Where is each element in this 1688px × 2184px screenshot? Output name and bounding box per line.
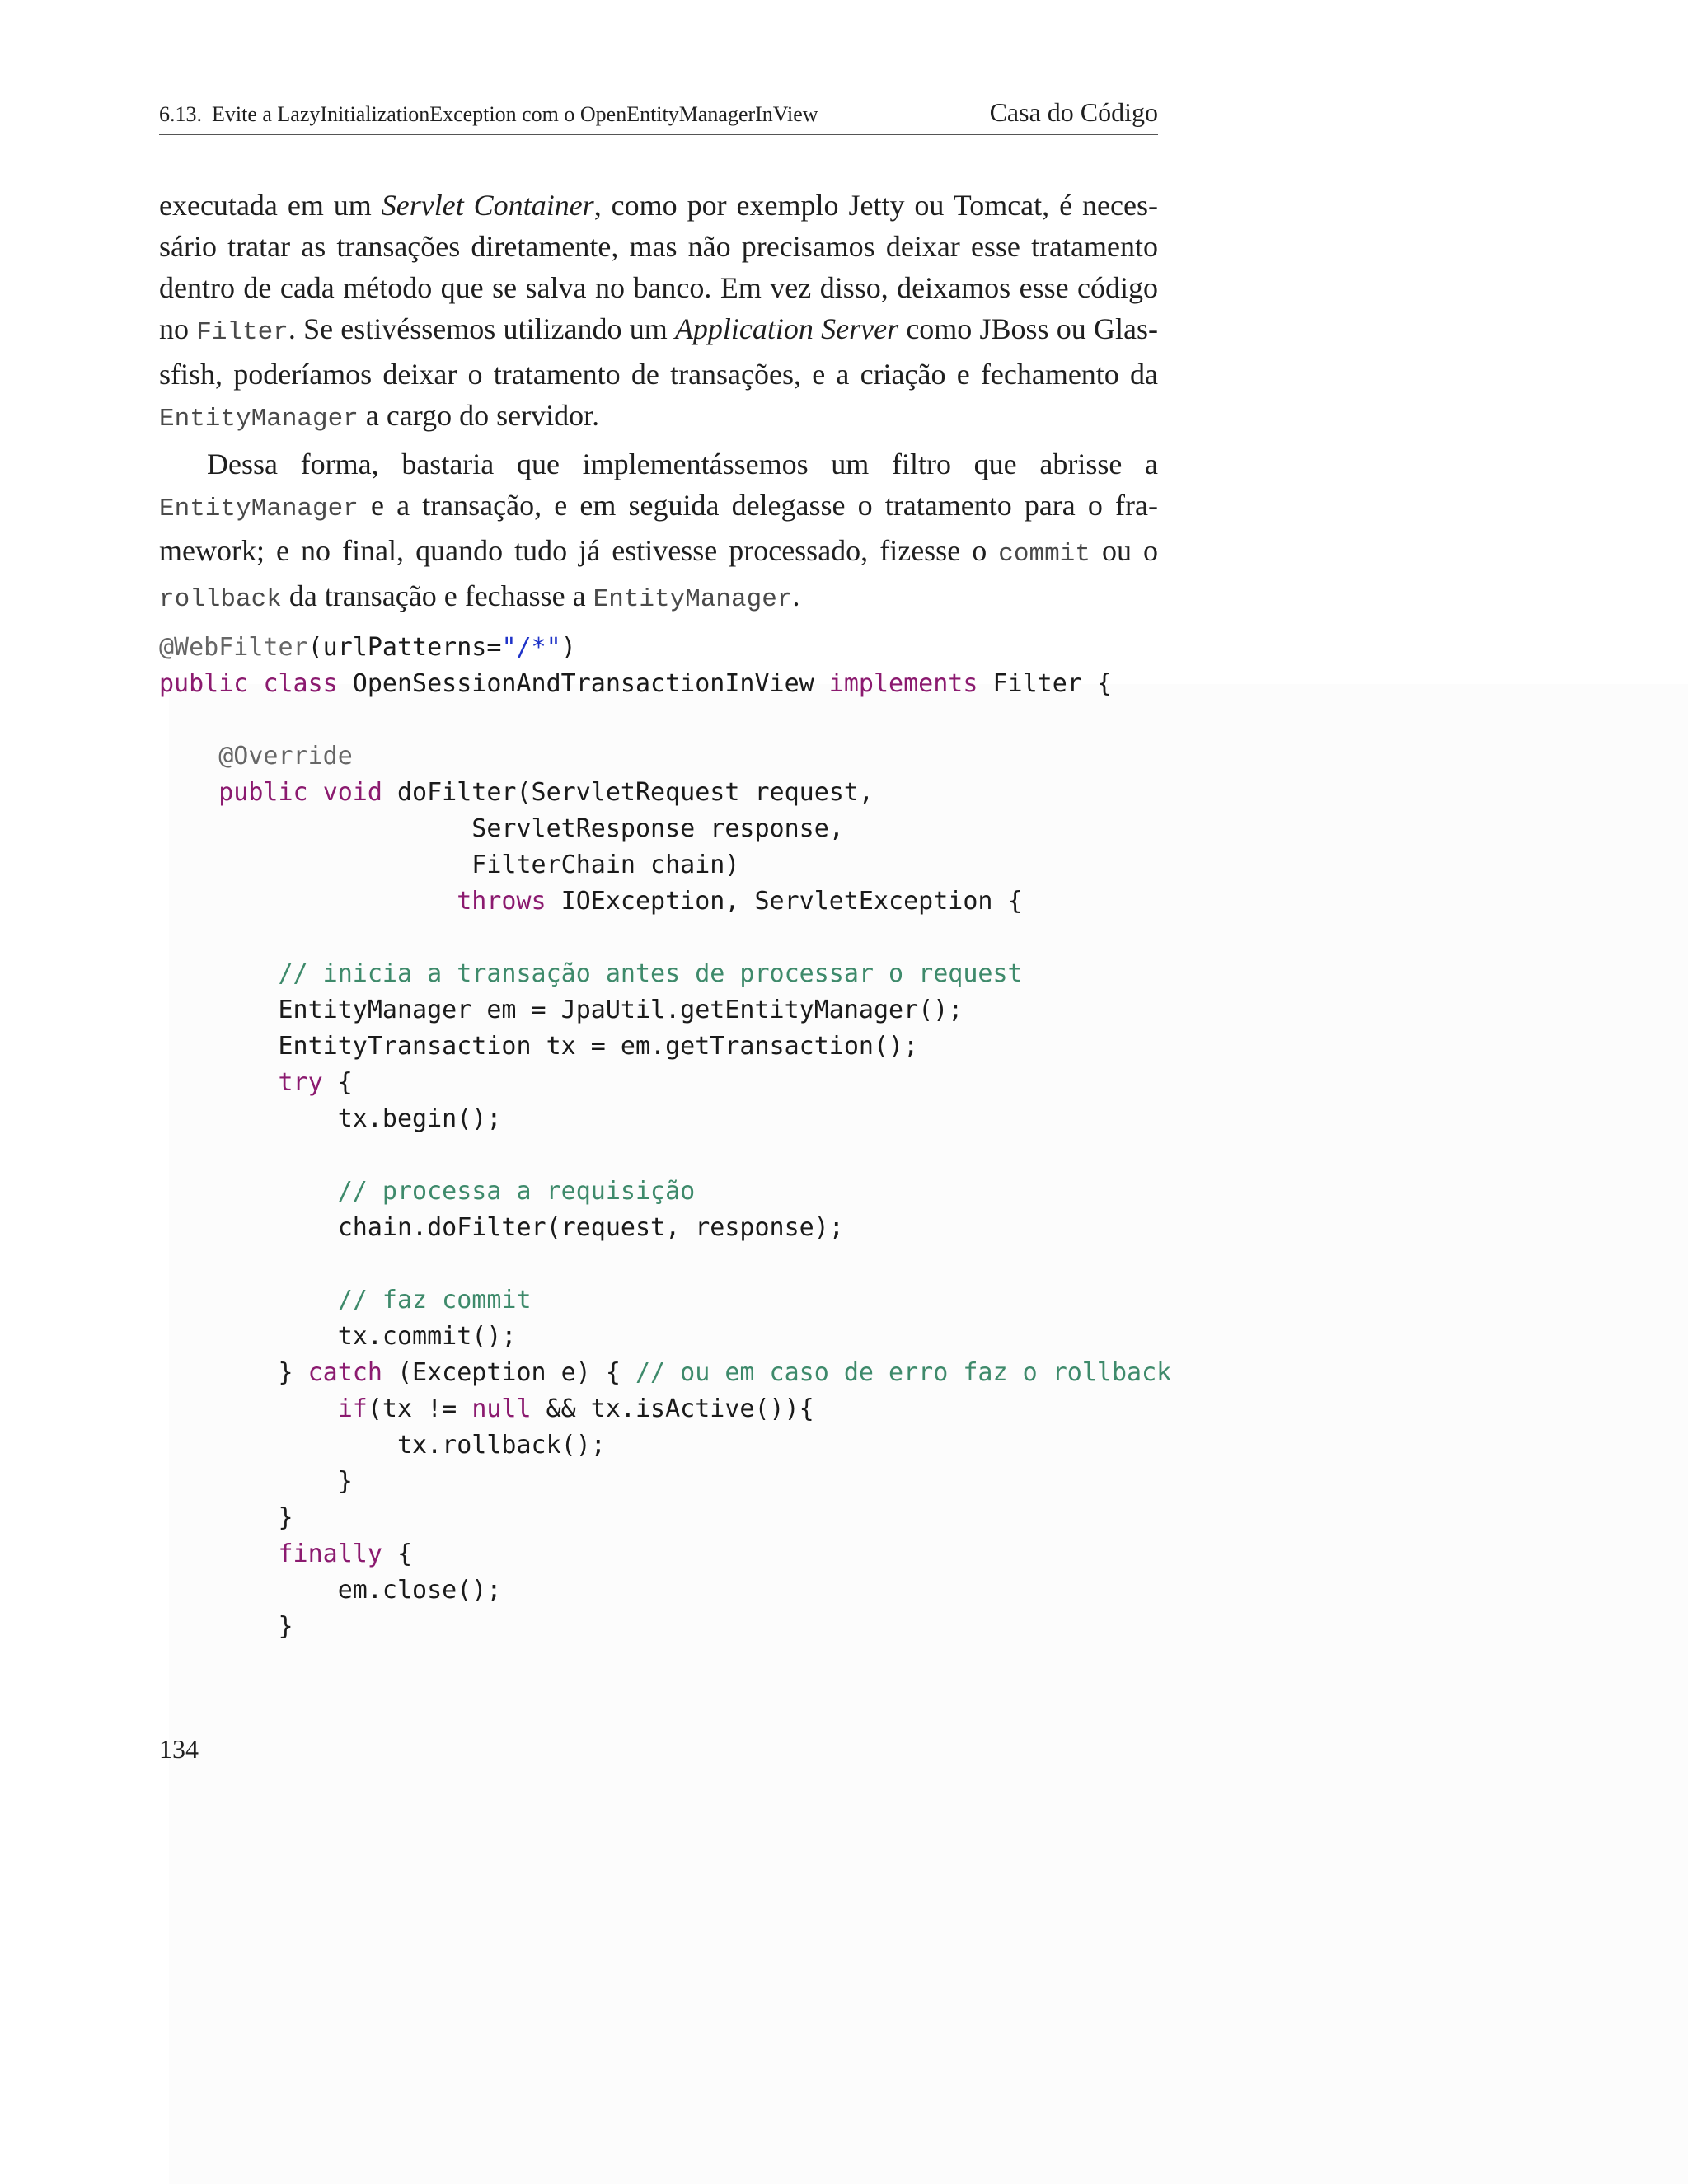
code-line: [159, 775, 1171, 811]
code-token: public: [218, 778, 308, 807]
code-line: [159, 1246, 1171, 1282]
code-token: @WebFilter: [159, 633, 308, 662]
page-number: 134: [159, 1734, 199, 1764]
code-line: [159, 702, 1171, 738]
code-token: }: [159, 1358, 308, 1387]
code-token: {: [382, 1540, 413, 1568]
code-line: [159, 1029, 1171, 1065]
code-token: {: [322, 1068, 353, 1097]
text-run: da transação e fechasse a: [281, 579, 593, 612]
code-token: tx.commit();: [159, 1322, 517, 1351]
code-listing: [159, 630, 1171, 1645]
code-token: class: [263, 669, 338, 698]
code-token: ): [560, 633, 576, 662]
code-line: [159, 1101, 1171, 1137]
code-token: [248, 669, 263, 698]
code-line: [159, 630, 1171, 666]
code-line: [159, 1065, 1171, 1101]
code-token: implements: [828, 669, 978, 698]
emphasis: Servlet Container: [381, 189, 594, 222]
text-run: .: [792, 579, 800, 612]
code-token: // faz commit: [337, 1286, 532, 1315]
header-section: [159, 102, 818, 127]
code-token: }: [159, 1503, 293, 1532]
code-line: [159, 992, 1171, 1029]
code-token: try: [278, 1068, 323, 1097]
code-token: // inicia a transação antes de processar o request: [278, 959, 1023, 988]
text-run: , como por exemplo Jetty ou Tomcat, é necessário tratar as transações diretamente, mas não precisamos deixar esse tratamento dentro de cada método que se salva no banco. Em vez disso, deixamos esse código no: [159, 189, 1158, 345]
code-token: tx.rollback();: [159, 1431, 606, 1460]
code-line: [159, 1391, 1171, 1427]
inline-code: Filter: [196, 318, 288, 347]
code-token: [159, 1394, 338, 1423]
code-line: [159, 811, 1171, 847]
code-token: [159, 778, 218, 807]
code-token: // processa a requisição: [337, 1177, 696, 1206]
text-run: Dessa forma, bastaria que implementássemos um filtro que abrisse a: [207, 448, 1158, 480]
inline-code: EntityManager: [159, 405, 359, 434]
code-line: [159, 883, 1171, 920]
code-token: null: [471, 1394, 532, 1423]
code-token: [308, 778, 323, 807]
code-line: [159, 1609, 1171, 1645]
code-line: [159, 1282, 1171, 1319]
code-token: ServletResponse response,: [159, 814, 844, 843]
code-line: [159, 1464, 1171, 1500]
running-header: [159, 97, 1158, 135]
code-line: [159, 1355, 1171, 1391]
paragraph: [159, 185, 1158, 440]
code-token: em.close();: [159, 1576, 502, 1605]
text-run: . Se estivéssemos utilizando um: [288, 312, 675, 345]
code-token: Filter {: [978, 669, 1112, 698]
code-token: [159, 742, 218, 771]
inline-code: EntityManager: [159, 494, 359, 523]
code-token: // ou em caso de erro faz o rollback: [635, 1358, 1172, 1387]
code-token: [159, 1177, 338, 1206]
code-token: [159, 887, 457, 916]
code-line: [159, 1174, 1171, 1210]
code-token: doFilter(ServletRequest request,: [382, 778, 874, 807]
code-line: [159, 738, 1171, 775]
inline-code: rollback: [159, 585, 282, 614]
code-line: [159, 666, 1171, 702]
code-token: EntityManager em = JpaUtil.getEntityManager();: [159, 996, 964, 1024]
header-publisher: Casa do Código: [989, 97, 1158, 127]
code-line: [159, 1427, 1171, 1464]
inline-code: EntityManager: [593, 585, 793, 614]
code-token: @Override: [218, 742, 353, 771]
code-token: (Exception e) {: [382, 1358, 635, 1387]
text-run: a cargo do servidor.: [358, 399, 600, 432]
code-token: void: [322, 778, 382, 807]
emphasis: Application Server: [674, 312, 899, 345]
code-token: (tx !=: [367, 1394, 472, 1423]
code-token: && tx.isActive()){: [531, 1394, 814, 1423]
body-text: [159, 185, 1158, 621]
code-line: [159, 847, 1171, 883]
code-token: [159, 1068, 279, 1097]
code-token: (urlPatterns=: [307, 633, 502, 662]
code-token: throws: [457, 887, 546, 916]
code-line: [159, 1500, 1171, 1536]
code-token: FilterChain chain): [159, 851, 740, 879]
code-token: OpenSessionAndTransactionInView: [337, 669, 829, 698]
code-line: [159, 920, 1171, 956]
code-line: [159, 1572, 1171, 1609]
text-run: ou o: [1090, 534, 1158, 567]
code-line: [159, 956, 1171, 992]
code-line: [159, 1319, 1171, 1355]
code-token: chain.doFilter(request, response);: [159, 1213, 844, 1242]
code-token: EntityTransaction tx = em.getTransaction();: [159, 1032, 919, 1061]
code-token: }: [159, 1612, 293, 1641]
header-section-number: 6.13.: [159, 102, 202, 126]
code-line: [159, 1536, 1171, 1572]
text-run: executada em um: [159, 189, 382, 222]
text-run: e a transação, e em seguida delegasse o tratamento para o framework; e no final, quando tudo já estivesse processado, fizesse o: [159, 489, 1158, 567]
code-token: if: [337, 1394, 368, 1423]
inline-code: commit: [998, 540, 1090, 569]
code-token: [159, 1286, 338, 1315]
code-token: "/*": [501, 633, 561, 662]
code-line: [159, 1137, 1171, 1174]
code-token: finally: [278, 1540, 382, 1568]
paragraph: [159, 443, 1158, 621]
header-section-title: Evite a LazyInitializationException com o OpenEntityManagerInView: [212, 102, 818, 126]
code-token: }: [159, 1467, 353, 1496]
code-token: [159, 959, 279, 988]
code-line: [159, 1210, 1171, 1246]
code-token: catch: [307, 1358, 382, 1387]
code-token: tx.begin();: [159, 1104, 502, 1133]
text-run: como JBoss ou Glassfish, poderíamos deixar o tratamento de transações, e a criação e fechamento da: [159, 312, 1159, 391]
code-token: IOException, ServletException {: [546, 887, 1023, 916]
code-token: [159, 1540, 279, 1568]
code-token: public: [159, 669, 249, 698]
